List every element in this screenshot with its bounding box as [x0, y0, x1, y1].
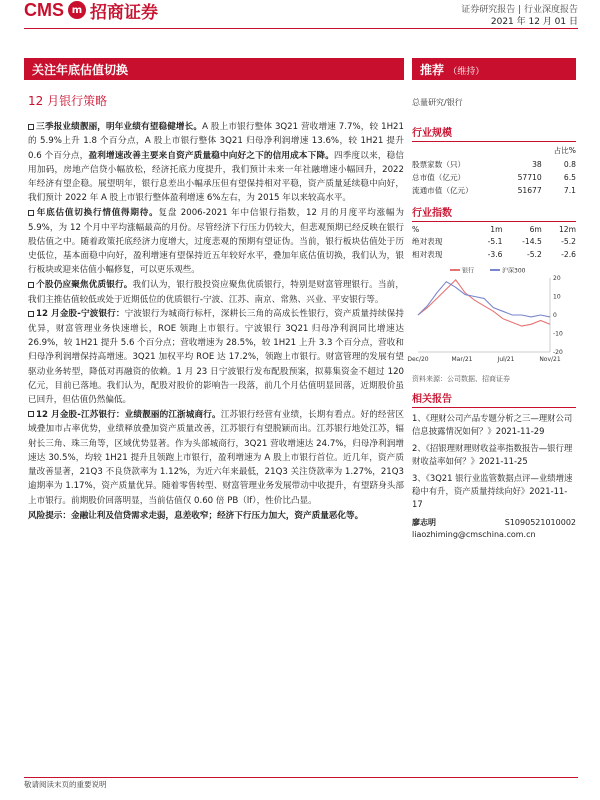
y-tick-label: 10 — [553, 293, 561, 301]
bullet-square-icon — [28, 411, 34, 417]
table-row — [412, 248, 576, 261]
list-item[interactable]: 3、《3Q21 银行业监管数据点评—业绩增速稳中有升，资产质量持续向好》2021-11-17 — [412, 472, 573, 509]
list-item[interactable]: 1、《理财公司产品专题分析之三—理财公司信息披露情况如何？》2021-11-29 — [412, 412, 573, 436]
paragraph-lead: 12 月金股-江苏银行：业绩靓丽的江浙城商行。 — [36, 409, 221, 420]
paragraph-lead: 三季报业绩靓丽，明年业绩有望稳健增长。 — [36, 122, 203, 132]
col-header: 6m — [529, 224, 542, 234]
bullet-square-icon — [28, 210, 34, 216]
cell: -14.5 — [522, 237, 542, 247]
col-header: 1m — [490, 224, 503, 234]
related-heading: 相关报告 — [412, 390, 576, 408]
cell: -2.6 — [561, 250, 576, 260]
paragraph — [28, 206, 404, 277]
paragraph-text: 四季度以来，稳信用加码，房地产信贷小幅放松，经济托底力度提升，我们预计未来一年社融增速小幅回升，2022 年经济有望企稳。展望明年，银行息差出小幅承压但有望保持相对平稳，资产质量延续稳中向好，我们预计 2022 年 A 股上市银行整体盈利增速 6%左右，为 2015 年以来较高水平。 — [28, 150, 404, 204]
row-label: 总市值（亿元） — [412, 172, 466, 182]
footer-divider — [24, 777, 578, 778]
chart-source: 资料来源：公司数据、招商证券 — [412, 374, 510, 383]
sidebar — [407, 118, 576, 541]
footer-note: 敬请阅读末页的重要说明 — [24, 780, 107, 789]
recommend-badge — [412, 58, 576, 80]
logo-en: CMS — [24, 0, 64, 20]
page-header — [0, 0, 600, 32]
report-type: 证券研究报告 | 行业深度报告 — [461, 5, 578, 15]
paragraph-text: 复盘 2006-2021 年中信银行指数，12 月的月度平均涨幅为 5.9%，为 12 个月中平均涨幅最高的月份。尽管经济下行压力仍较大，但悲观预期已经反映在银行股估值之中。随着政策托底经济力度增大，过度悲观的预期有望证伪。当前，银行板块估值处于历史低位，基本面稳中向好，盈利增速有望保持近五年较好水平，叠加年底估值切换，我们认为，银行板块或迎来估值小幅修复，可以更乐观些。 — [28, 208, 404, 276]
report-subtitle: 12 月银行策略 — [28, 94, 108, 108]
logo-cn: 招商证券 — [90, 2, 158, 23]
x-tick-label: Nov/21 — [539, 355, 561, 363]
paragraph-lead: 个股仍应聚焦优质银行。 — [36, 280, 133, 291]
cell: 6.5 — [563, 172, 576, 182]
industry-scale-heading: 行业规模 — [412, 124, 576, 142]
cell: 51677 — [517, 186, 542, 196]
industry-index-table — [412, 224, 576, 262]
industry-scale-table — [412, 144, 576, 198]
table-row — [412, 157, 576, 170]
table-row — [412, 235, 576, 248]
analyst-category: 总量研究/银行 — [412, 98, 463, 107]
paragraph — [28, 278, 404, 307]
bullet-square-icon — [28, 282, 34, 288]
header-divider — [24, 28, 578, 29]
analyst-name: 廖志明 — [412, 517, 436, 527]
y-tick-label: 0 — [553, 311, 557, 319]
y-tick-label: -10 — [553, 330, 563, 338]
paragraph-lead: 金融让利及信贷需求走弱，息差收窄；经济下行压力加大，资产质量恶化等。 — [70, 510, 364, 521]
cell: -5.1 — [487, 237, 503, 247]
analyst-block — [412, 517, 576, 541]
table-row — [412, 171, 576, 184]
bullet-square-icon — [28, 124, 34, 130]
row-label: 绝对表现 — [412, 237, 443, 247]
x-tick-label: Jul/21 — [497, 355, 515, 363]
paragraph — [28, 408, 404, 508]
paragraph-text: 宁波银行为城商行标杆，深耕长三角的高成长性银行，资产质量持续保持优异，财富管理业务快速增长，ROE 领跑上市银行。宁波银行 3Q21 归母净利润同比增速达 26.9%，较 1H21 提升 5.6 个百分点；营收增速为 28.5%，较 1H21 上升 3.3 个百分点，营收和归母净利润增保持高增速。3Q21 加权平均 ROE 达 17.2%，领跑上市银行。财富管理的发展有望驱动业务转型，降低对再融资的依赖。1 月 23 日宁波银行发布配股预案，拟募集资金不超过 120 亿元，目前已落地。我们认为，配股对股价的影响告一段落，前几个月估值明显回落，近期股价虽已回升，但估值仍然偏低。 — [28, 309, 404, 406]
paragraph-lead: 盈利增速改善主要来自资产质量稳中向好之下的信用成本下降。 — [88, 150, 334, 161]
cell: 57710 — [517, 172, 542, 182]
legend-label: 银行 — [462, 267, 475, 275]
series-line-hs300 — [418, 281, 550, 316]
cell: -5.2 — [526, 250, 542, 260]
table-row — [412, 184, 576, 197]
row-label: 流通市值（亿元） — [412, 186, 473, 196]
col-header: 占比% — [553, 146, 576, 156]
col-header: 12m — [558, 224, 576, 234]
analyst-code: S1090521010002 — [504, 517, 576, 527]
related-list — [412, 412, 576, 511]
cell: 7.1 — [563, 186, 576, 196]
report-title: 关注年底估值切换 — [24, 58, 404, 80]
recommend-label: 推荐 — [420, 63, 445, 77]
recommend-sub: （维持） — [448, 67, 485, 77]
paragraph-text: 江苏银行经营有业绩，长期有看点。好的经营区域叠加市占率优势，业绩释放叠加资产质量改善，江苏银行有望脱颖而出。江苏银行地处江苏，辐射长三角、珠三角等，区域优势显著。作为头部城商行，3Q21 营收增速达 24.7%，归母净利润增速达 30.5%，均较 1H21 提升且领跑上市银行，盈利增速为 A 股上市银行首位。近几年，资产质量改善显著，21Q3 不良贷款率为 1.12%，为近六年来最低，21Q3 关注贷款率为 1.27%，21Q3 逾期率为 1.17%，资产质量优异。随着零售转型、财富管理业务发展带动中收提升，有望跻身头部上市银行。前期股价回落明显，当前估值仅 0.60 倍 PB（lf），性价比凸显。 — [28, 409, 404, 506]
paragraph-lead: 年底估值切换行情值得期待。 — [36, 208, 159, 219]
col-header: % — [412, 224, 420, 234]
x-tick-label: Dec/20 — [407, 355, 429, 363]
logo-mark-icon: m — [68, 1, 86, 19]
bullet-square-icon — [28, 311, 34, 317]
row-label: 相对表现 — [412, 250, 443, 260]
paragraph-text: 我们认为，银行股投资应聚焦优质银行，特别是财富管理银行。当前，我们主推估值较低或处于近期低位的优质银行-宁波、江苏、南京、常熟、兴业、平安银行等。 — [28, 280, 404, 305]
x-tick-label: Mar/21 — [451, 355, 473, 363]
index-chart — [407, 264, 576, 368]
series-line-bank — [418, 280, 550, 326]
list-item[interactable]: 2、《招银理财理财收益率指数报告—银行理财收益率如何？》2021-11-25 — [412, 442, 573, 466]
row-label: 股票家数（只） — [412, 159, 466, 169]
paragraph — [28, 307, 404, 407]
report-date: 2021 年 12 月 01 日 — [490, 17, 578, 27]
y-tick-label: 20 — [553, 274, 561, 282]
paragraph — [28, 120, 404, 206]
paragraph-lead: 风险提示： — [28, 510, 71, 521]
industry-index-heading: 行业指数 — [412, 204, 576, 222]
cell: -5.2 — [561, 237, 576, 247]
paragraph — [28, 509, 404, 523]
paragraph-text: A 股上市银行整体 3Q21 营收增速 7.7%，较 1H21 的 5.9%上升 1.8 个百分点，A 股上市银行整体 3Q21 归母净利润增速 13.6%，较 1H21 提升 0.6 个百分点， — [28, 122, 404, 161]
cell: 0.8 — [563, 159, 576, 169]
analyst-email[interactable]: liaozhiming@cmschina.com.cn — [412, 529, 536, 539]
cms-logo — [24, 0, 158, 23]
y-tick-label: -20 — [553, 348, 563, 356]
paragraph-lead: 12 月金股-宁波银行： — [36, 309, 125, 320]
main-content — [28, 120, 404, 523]
cell: 38 — [532, 159, 542, 169]
cell: -3.6 — [487, 250, 503, 260]
legend-label: 沪深300 — [502, 267, 526, 275]
